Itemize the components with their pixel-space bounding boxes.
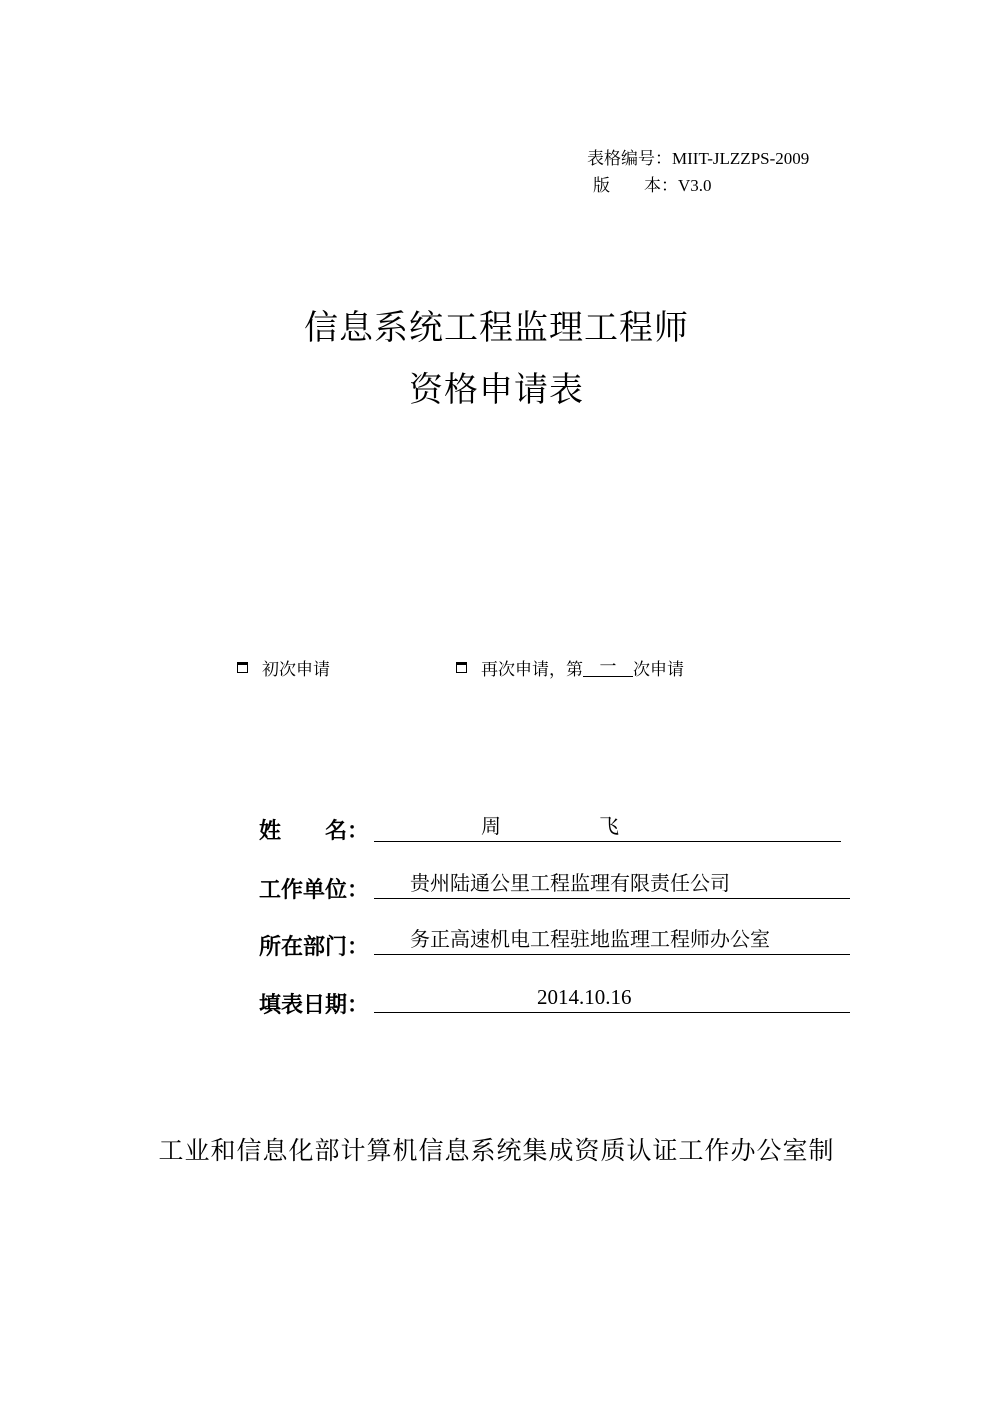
department-value: 务正高速机电工程驻地监理工程师办公室: [410, 927, 770, 951]
checkbox-repeat-application[interactable]: [456, 662, 467, 673]
repeat-application-option[interactable]: [456, 655, 684, 680]
name-label: 姓 名：: [259, 819, 370, 844]
date-value: 2014.10.16: [537, 985, 632, 1009]
version-label-a: 版: [593, 176, 610, 195]
form-number: [587, 144, 809, 169]
name-value-given: 飞: [599, 814, 619, 838]
date-field[interactable]: [374, 982, 850, 1013]
issuer-footer: 工业和信息化部计算机信息系统集成资质认证工作办公室制: [158, 1136, 835, 1165]
checkbox-first-application[interactable]: [237, 662, 248, 673]
first-application-option[interactable]: [237, 655, 330, 680]
name-value-surname: 周: [481, 814, 501, 838]
form-number-label: 表格编号：: [587, 149, 672, 168]
repeat-application-suffix: 次申请: [633, 660, 684, 680]
department-field[interactable]: [374, 924, 850, 955]
first-application-label: 初次申请: [262, 660, 330, 680]
version-label-b: 本：: [644, 176, 678, 195]
page-subtitle: 资格申请表: [409, 370, 584, 410]
date-label: 填表日期：: [259, 993, 370, 1018]
version: [593, 171, 712, 196]
employer-value: 贵州陆通公里工程监理有限责任公司: [410, 871, 730, 895]
employer-label: 工作单位：: [259, 878, 370, 903]
repeat-application-prefix: 再次申请，第: [481, 660, 583, 680]
department-label: 所在部门：: [259, 935, 370, 960]
page-title: 信息系统工程监理工程师: [304, 308, 689, 348]
name-field[interactable]: [374, 811, 841, 842]
version-value: V3.0: [678, 176, 712, 195]
form-number-value: MIIT-JLZZPS-2009: [672, 149, 810, 168]
repeat-count-field[interactable]: 一: [583, 658, 633, 677]
employer-field[interactable]: [374, 868, 850, 899]
